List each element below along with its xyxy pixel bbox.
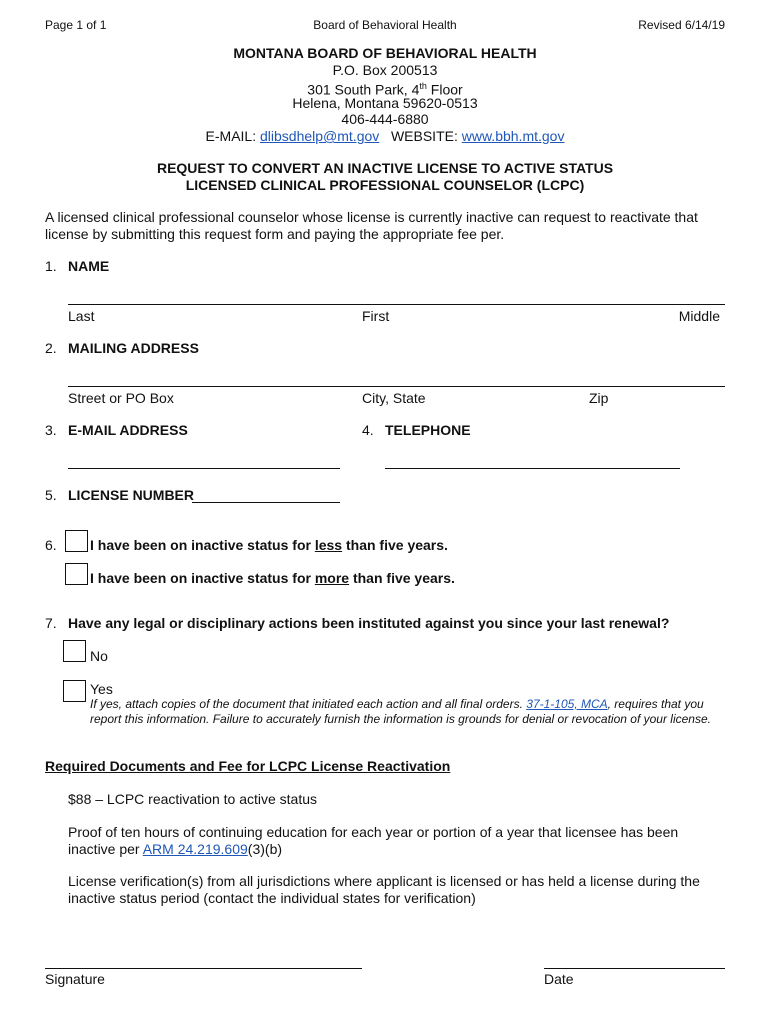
q4-number: 4. — [362, 422, 374, 438]
revised-date: Revised 6/14/19 — [638, 18, 725, 32]
disciplinary-no-label: No — [90, 648, 108, 664]
intro-paragraph: A licensed clinical professional counselor whose license is currently inactive can request to reactivate that license by submitting this request form and paying the appropriate fee per. — [45, 209, 698, 242]
arm-link[interactable]: ARM 24.219.609 — [142, 841, 248, 857]
org-street: 301 South Park, 4th Floor — [307, 81, 463, 98]
q3-label: E-MAIL ADDRESS — [68, 422, 188, 438]
more-than-five-years-checkbox[interactable] — [65, 563, 88, 585]
form-title-line2: LICENSED CLINICAL PROFESSIONAL COUNSELOR (LCPC) — [185, 177, 585, 193]
disciplinary-yes-label: Yes — [90, 681, 113, 697]
date-field-line[interactable] — [544, 968, 725, 969]
required-heading: Required Documents and Fee for LCPC License Reactivation — [45, 758, 451, 774]
address-city-label: City, State — [362, 390, 426, 406]
org-phone: 406-444-6880 — [341, 111, 429, 127]
website-link[interactable]: www.bbh.mt.gov — [461, 128, 565, 144]
header-center: Board of Behavioral Health — [313, 18, 457, 32]
q7-label: Have any legal or disciplinary actions been instituted against you since your last renewal? — [68, 615, 670, 631]
address-field-line[interactable] — [68, 386, 725, 387]
mca-link[interactable]: 37-1-105, MCA — [526, 697, 608, 711]
email-link[interactable]: dlibsdhelp@mt.gov — [260, 128, 380, 144]
org-city: Helena, Montana 59620-0513 — [292, 95, 478, 111]
address-zip-label: Zip — [589, 390, 609, 406]
disciplinary-no-checkbox[interactable] — [63, 640, 86, 662]
q5-label: LICENSE NUMBER — [68, 487, 195, 503]
name-field-line[interactable] — [68, 304, 725, 305]
q7-number: 7. — [45, 615, 57, 631]
q1-number: 1. — [45, 258, 57, 274]
more-than-five-years-label: I have been on inactive status for more than five years. — [90, 570, 455, 586]
form-title-line1: REQUEST TO CONVERT AN INACTIVE LICENSE TO ACTIVE STATUS — [156, 160, 614, 176]
address-street-label: Street or PO Box — [68, 390, 174, 406]
name-middle-label: Middle — [678, 308, 720, 324]
email-field-line[interactable] — [68, 468, 340, 469]
name-first-label: First — [362, 308, 390, 324]
telephone-field-line[interactable] — [385, 468, 680, 469]
less-than-five-years-checkbox[interactable] — [65, 530, 88, 552]
signature-label: Signature — [45, 971, 105, 987]
org-contact: E-MAIL: dlibsdhelp@mt.gov WEBSITE: www.bbh.mt.gov — [205, 128, 565, 144]
ce-paragraph: Proof of ten hours of continuing education for each year or portion of a year that licensee has been inactive per ARM 24.219.609(3)(b) — [68, 824, 679, 857]
date-label: Date — [544, 971, 574, 987]
q6-number: 6. — [45, 537, 57, 553]
signature-field-line[interactable] — [45, 968, 362, 969]
q2-number: 2. — [45, 340, 57, 356]
verification-paragraph: License verification(s) from all jurisdictions where applicant is licensed or has held a license during the inactive status period (contact the individual states for verification) — [68, 873, 700, 906]
q4-label: TELEPHONE — [385, 422, 471, 438]
org-pobox: P.O. Box 200513 — [332, 62, 438, 78]
license-number-field-line[interactable] — [192, 502, 340, 503]
name-last-label: Last — [68, 308, 95, 324]
q2-label: MAILING ADDRESS — [68, 340, 199, 356]
fee-line: $88 – LCPC reactivation to active status — [68, 791, 318, 807]
org-name: MONTANA BOARD OF BEHAVIORAL HEALTH — [233, 45, 537, 61]
page-number: Page 1 of 1 — [45, 18, 107, 32]
disciplinary-note: If yes, attach copies of the document that initiated each action and all final orders. 37-1-105, MCA, requires that you report this information. Failure to accurately furnish the information is grounds for denial or revocation of your license. — [90, 697, 711, 726]
q3-number: 3. — [45, 422, 57, 438]
disciplinary-yes-checkbox[interactable] — [63, 680, 86, 702]
q1-label: NAME — [68, 258, 110, 274]
q5-number: 5. — [45, 487, 57, 503]
less-than-five-years-label: I have been on inactive status for less than five years. — [90, 537, 448, 553]
